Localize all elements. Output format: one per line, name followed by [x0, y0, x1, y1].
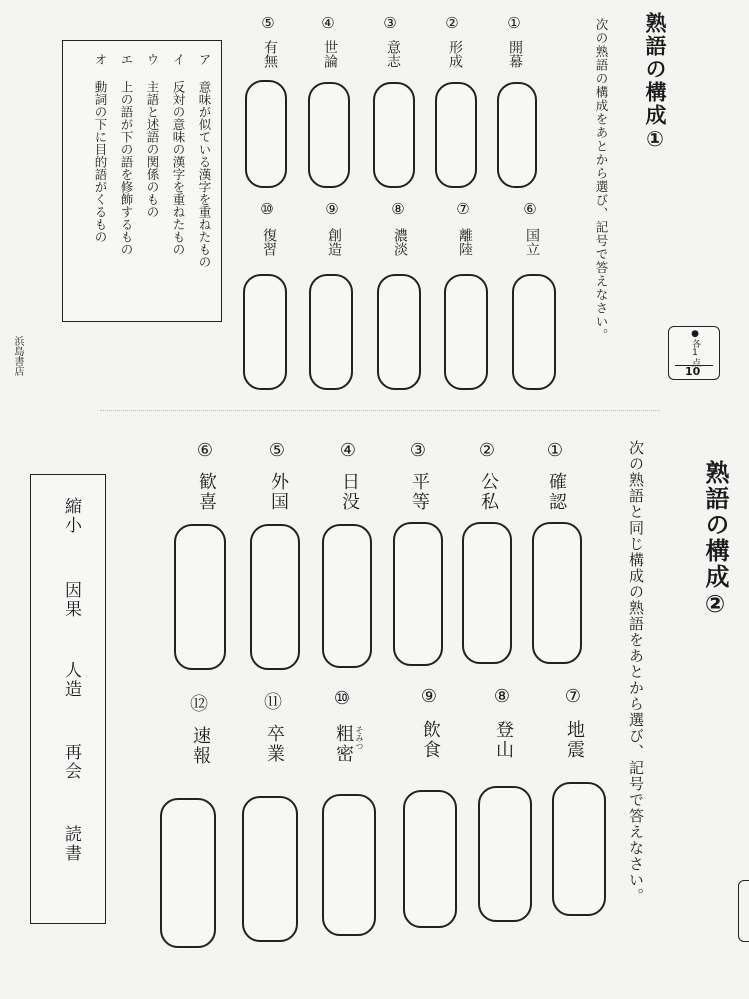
- s1-answer-7[interactable]: [444, 274, 488, 390]
- section-divider: [100, 410, 660, 411]
- s1-word-2: 形成: [447, 40, 463, 68]
- s1-word-3: 意志: [385, 40, 401, 68]
- s1-answer-6[interactable]: [512, 274, 556, 390]
- s2-answer-7[interactable]: [552, 782, 606, 916]
- s2-num-8: ⑧: [493, 686, 511, 707]
- s1-answer-5[interactable]: [245, 80, 287, 188]
- s2-word-11: 卒業: [264, 724, 285, 764]
- s1-word-7: 離陸: [457, 228, 473, 256]
- s2-word-9: 飲食: [420, 720, 441, 760]
- s1-answer-4[interactable]: [308, 82, 350, 188]
- s1-num-4: ④: [321, 14, 335, 32]
- s2-word-6: 歓喜: [196, 472, 217, 512]
- s1-answer-1[interactable]: [497, 82, 537, 188]
- s2-num-7: ⑦: [564, 686, 582, 707]
- s1-num-3: ③: [383, 14, 397, 32]
- s1-num-8: ⑧: [391, 200, 405, 218]
- s1-word-4: 世論: [322, 40, 338, 68]
- s1-word-9: 創造: [326, 228, 342, 256]
- s2-num-6: ⑥: [196, 440, 214, 461]
- choice-text-a: 意味が似ている漢字を重ねたもの: [197, 80, 212, 268]
- s1-answer-2[interactable]: [435, 82, 477, 188]
- choice-key-u: ウ: [145, 53, 160, 66]
- s1-answer-9[interactable]: [309, 274, 353, 390]
- s2-choice-1: 縮小: [61, 497, 81, 535]
- s2-word-3: 平等: [409, 472, 430, 512]
- section2-instruction: 次の熟語と同じ構成の熟語をあとから選び、記号で答えなさい。: [627, 440, 645, 904]
- s2-answer-1[interactable]: [532, 522, 582, 664]
- section1-instruction: 次の熟語の構成をあとから選び、記号で答えなさい。: [594, 18, 609, 342]
- choice-key-o: オ: [93, 53, 108, 66]
- s2-choice-5: 読書: [61, 825, 81, 863]
- s2-answer-2[interactable]: [462, 522, 512, 664]
- s2-word-8: 登山: [493, 720, 514, 760]
- choice-text-e: 上の語が下の語を修飾するもの: [119, 80, 134, 256]
- s1-word-5: 有無: [262, 40, 278, 68]
- score-label: ●各1点: [690, 329, 700, 367]
- s2-choices-panel: [30, 474, 106, 924]
- choice-text-u: 主語と述語の関係のもの: [145, 80, 160, 218]
- s1-num-1: ①: [507, 14, 521, 32]
- publisher-name: 浜島書店: [12, 336, 23, 376]
- score-box-edge: [738, 880, 749, 942]
- s2-answer-8[interactable]: [478, 786, 532, 922]
- s1-answer-10[interactable]: [243, 274, 287, 390]
- s2-word-2: 公私: [478, 472, 499, 512]
- s1-num-10: ⑩: [260, 200, 274, 218]
- score-box: [668, 326, 720, 380]
- choice-key-e: エ: [119, 53, 134, 66]
- s2-word-4: 日没: [339, 472, 360, 512]
- s2-num-10: ⑩: [333, 688, 351, 709]
- s1-num-5: ⑤: [261, 14, 275, 32]
- s2-num-9: ⑨: [420, 686, 438, 707]
- s2-answer-5[interactable]: [250, 524, 300, 670]
- s2-answer-10[interactable]: [322, 794, 376, 936]
- s2-word-10: 粗密: [333, 724, 354, 764]
- s2-ruby-10: そみつ: [355, 726, 364, 750]
- s2-num-1: ①: [546, 440, 564, 461]
- choice-key-i: イ: [171, 53, 186, 66]
- s2-answer-11[interactable]: [242, 796, 298, 942]
- s1-num-9: ⑨: [325, 200, 339, 218]
- s1-answer-8[interactable]: [377, 274, 421, 390]
- s2-word-5: 外国: [268, 472, 289, 512]
- s2-word-12: 速報: [190, 726, 211, 766]
- s1-word-1: 開幕: [507, 40, 523, 68]
- s1-choices-panel: [62, 40, 222, 322]
- s2-choice-2: 因果: [61, 581, 81, 619]
- choice-text-i: 反対の意味の漢字を重ねたもの: [171, 80, 186, 256]
- section1-title: 熟語の構成①: [643, 12, 667, 153]
- section2-title: 熟語の構成②: [701, 460, 729, 620]
- s1-word-6: 国立: [524, 228, 540, 256]
- s2-answer-12[interactable]: [160, 798, 216, 948]
- s1-word-8: 濃淡: [392, 228, 408, 256]
- s2-answer-6[interactable]: [174, 524, 226, 670]
- score-total: 10: [685, 365, 701, 378]
- s1-num-7: ⑦: [456, 200, 470, 218]
- s2-num-11: ⑪: [264, 692, 282, 713]
- s2-answer-4[interactable]: [322, 524, 372, 668]
- s2-choice-3: 人造: [61, 661, 81, 699]
- s2-num-3: ③: [409, 440, 427, 461]
- s1-num-6: ⑥: [523, 200, 537, 218]
- choice-key-a: ア: [197, 53, 212, 66]
- s2-num-5: ⑤: [268, 440, 286, 461]
- s2-num-12: ⑫: [190, 694, 208, 715]
- s2-word-7: 地震: [564, 720, 585, 760]
- s2-answer-3[interactable]: [393, 522, 443, 666]
- s2-num-2: ②: [478, 440, 496, 461]
- s1-num-2: ②: [445, 14, 459, 32]
- s1-answer-3[interactable]: [373, 82, 415, 188]
- s1-word-10: 復習: [261, 228, 277, 256]
- s2-num-4: ④: [339, 440, 357, 461]
- s2-answer-9[interactable]: [403, 790, 457, 928]
- s2-word-1: 確認: [546, 472, 567, 512]
- s2-choice-4: 再会: [61, 743, 81, 781]
- choice-text-o: 動詞の下に目的語がくるもの: [93, 80, 108, 243]
